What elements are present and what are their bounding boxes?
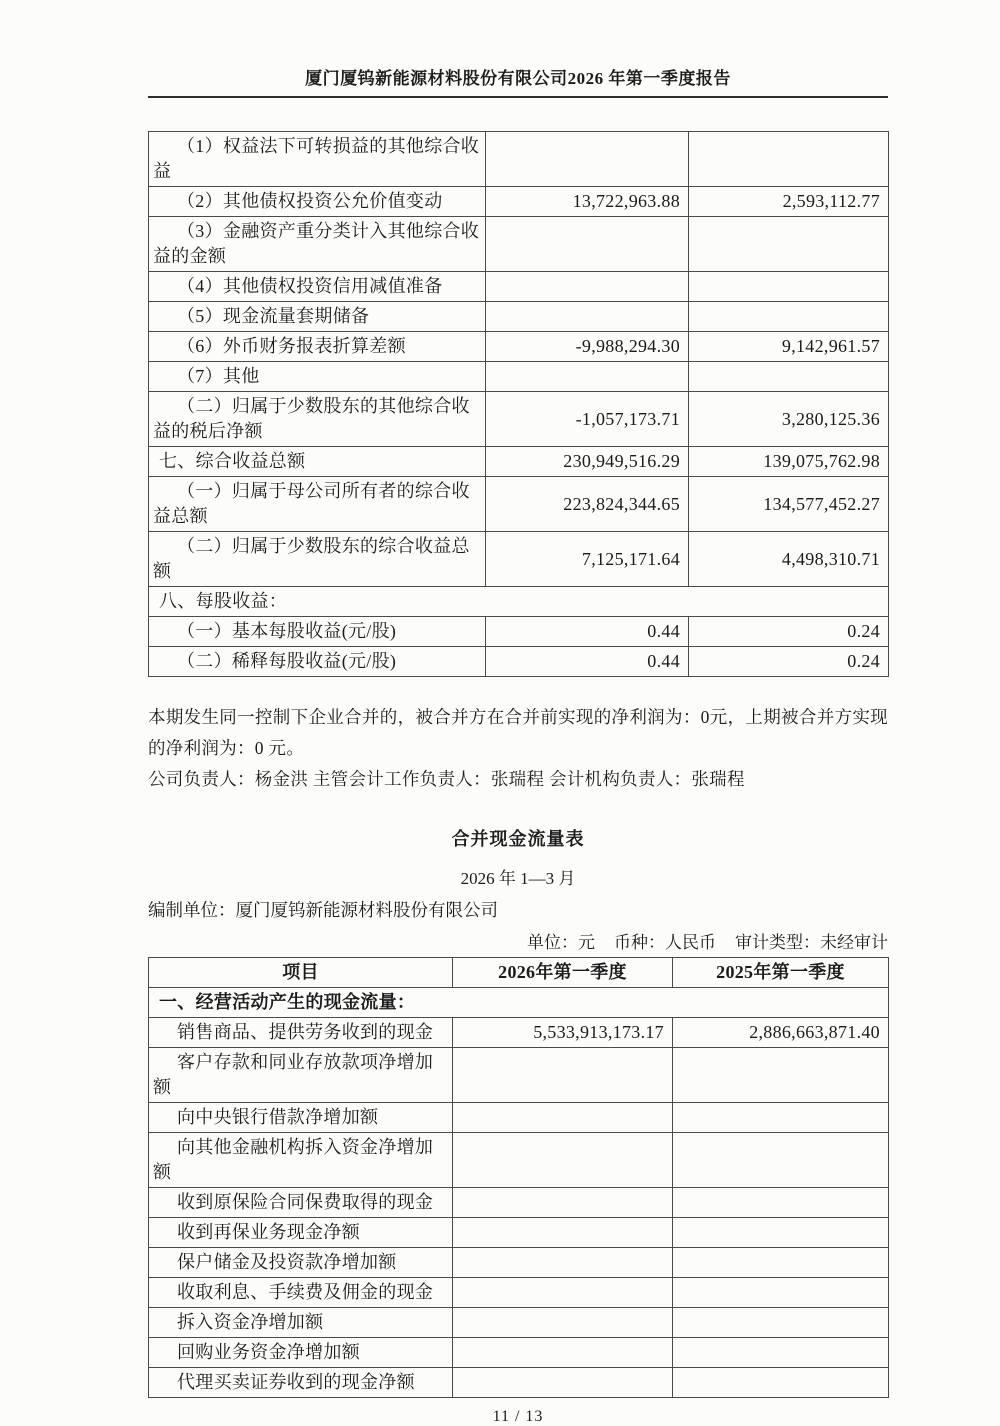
row-label: （3）金融资产重分类计入其他综合收益的金额	[149, 217, 486, 272]
row-label: 回购业务资金净增加额	[149, 1338, 453, 1368]
value-current	[486, 302, 689, 332]
row-label: 收取利息、手续费及佣金的现金	[149, 1278, 453, 1308]
value-current	[486, 217, 689, 272]
row-label: 八、每股收益：	[149, 587, 889, 617]
signatories-line: 公司负责人：杨金洪 主管会计工作负责人：张瑞程 会计机构负责人：张瑞程	[148, 769, 745, 789]
row-label: （1）权益法下可转损益的其他综合收益	[149, 132, 486, 187]
meta-unit: 单位：元	[527, 933, 595, 952]
value-prior: 139,075,762.98	[689, 447, 889, 477]
value-prior	[673, 1278, 889, 1308]
value-current: 13,722,963.88	[486, 187, 689, 217]
table-row	[149, 1248, 889, 1278]
row-label: 保户储金及投资款净增加额	[149, 1248, 453, 1278]
value-current	[453, 1218, 673, 1248]
notes-block	[148, 702, 888, 795]
row-label: 客户存款和同业存放款项净增加额	[149, 1048, 453, 1103]
cashflow-statement-table	[148, 957, 889, 1398]
row-label: 向其他金融机构拆入资金净增加额	[149, 1133, 453, 1188]
table-row	[149, 1278, 889, 1308]
column-header-current-period: 2026年第一季度	[453, 958, 673, 988]
meta-audit-type: 审计类型：未经审计	[735, 933, 888, 952]
value-prior: 0.24	[689, 647, 889, 677]
value-current	[486, 362, 689, 392]
value-current	[453, 1133, 673, 1188]
table-row	[149, 1338, 889, 1368]
value-prior	[673, 1133, 889, 1188]
table-row	[149, 302, 889, 332]
value-current: -1,057,173.71	[486, 392, 689, 447]
row-label: （二）归属于少数股东的综合收益总额	[149, 532, 486, 587]
row-label: （一）基本每股收益(元/股)	[149, 617, 486, 647]
table-row	[149, 647, 889, 677]
value-prior	[673, 1248, 889, 1278]
cashflow-prepared-by: 编制单位：厦门厦钨新能源材料股份有限公司	[148, 900, 498, 920]
value-current: 7,125,171.64	[486, 532, 689, 587]
table-row	[149, 1188, 889, 1218]
value-prior: 9,142,961.57	[689, 332, 889, 362]
value-current: 223,824,344.65	[486, 477, 689, 532]
table-row	[149, 532, 889, 587]
table-row	[149, 1218, 889, 1248]
value-current: 5,533,913,173.17	[453, 1018, 673, 1048]
value-prior: 3,280,125.36	[689, 392, 889, 447]
table-row	[149, 217, 889, 272]
row-label: （7）其他	[149, 362, 486, 392]
value-prior	[673, 1048, 889, 1103]
value-current: 230,949,516.29	[486, 447, 689, 477]
value-current	[486, 132, 689, 187]
page-indicator: 11 / 13	[492, 1408, 544, 1425]
value-current	[453, 1338, 673, 1368]
row-label: （5）现金流量套期储备	[149, 302, 486, 332]
value-current: -9,988,294.30	[486, 332, 689, 362]
row-label: （4）其他债权投资信用减值准备	[149, 272, 486, 302]
document-page	[148, 0, 888, 1426]
row-label: （6）外币财务报表折算差额	[149, 332, 486, 362]
row-label: （2）其他债权投资公允价值变动	[149, 187, 486, 217]
value-current: 0.44	[486, 617, 689, 647]
value-prior	[673, 1188, 889, 1218]
report-header-title: 厦门厦钨新能源材料股份有限公司2026 年第一季度报告	[305, 69, 731, 88]
column-header-prior-period: 2025年第一季度	[673, 958, 889, 988]
value-prior	[673, 1218, 889, 1248]
value-current	[453, 1278, 673, 1308]
row-label: 收到原保险合同保费取得的现金	[149, 1188, 453, 1218]
table-row	[149, 587, 889, 617]
value-prior: 134,577,452.27	[689, 477, 889, 532]
cashflow-period: 2026 年 1—3 月	[460, 869, 576, 888]
value-prior: 4,498,310.71	[689, 532, 889, 587]
table-row	[149, 1018, 889, 1048]
row-label: （二）归属于少数股东的其他综合收益的税后净额	[149, 392, 486, 447]
value-prior	[689, 132, 889, 187]
value-prior	[689, 302, 889, 332]
table-row	[149, 617, 889, 647]
header-divider	[148, 96, 888, 98]
value-current	[453, 1188, 673, 1218]
row-label: 收到再保业务现金净额	[149, 1218, 453, 1248]
row-label: 一、经营活动产生的现金流量：	[149, 988, 889, 1018]
table-row	[149, 187, 889, 217]
cashflow-meta-line	[148, 928, 888, 953]
value-current	[453, 1248, 673, 1278]
table-row	[149, 332, 889, 362]
value-prior	[673, 1103, 889, 1133]
table-row	[149, 392, 889, 447]
table-row	[149, 477, 889, 532]
cashflow-statement-title: 合并现金流量表	[451, 829, 585, 849]
value-prior	[689, 217, 889, 272]
value-current	[453, 1308, 673, 1338]
meta-currency: 币种：人民币	[614, 933, 716, 952]
table-row	[149, 1368, 889, 1398]
value-prior	[673, 1308, 889, 1338]
value-prior	[673, 1368, 889, 1398]
value-prior	[689, 362, 889, 392]
income-statement-table	[148, 131, 889, 677]
row-label: （一）归属于母公司所有者的综合收益总额	[149, 477, 486, 532]
value-prior	[673, 1338, 889, 1368]
value-current	[453, 1103, 673, 1133]
value-prior: 0.24	[689, 617, 889, 647]
table-row	[149, 132, 889, 187]
value-current	[453, 1048, 673, 1103]
row-label: （二）稀释每股收益(元/股)	[149, 647, 486, 677]
row-label: 向中央银行借款净增加额	[149, 1103, 453, 1133]
table-row	[149, 362, 889, 392]
value-current: 0.44	[486, 647, 689, 677]
row-label: 七、综合收益总额	[149, 447, 486, 477]
row-label: 代理买卖证券收到的现金净额	[149, 1368, 453, 1398]
value-prior: 2,886,663,871.40	[673, 1018, 889, 1048]
table-row	[149, 1103, 889, 1133]
table-row	[149, 1308, 889, 1338]
row-label: 拆入资金净增加额	[149, 1308, 453, 1338]
value-prior	[689, 272, 889, 302]
table-row	[149, 1048, 889, 1103]
merger-note: 本期发生同一控制下企业合并的，被合并方在合并前实现的净利润为：0元，上期被合并方实现的净利润为：0 元。	[148, 707, 888, 758]
row-label: 销售商品、提供劳务收到的现金	[149, 1018, 453, 1048]
table-row	[149, 1133, 889, 1188]
column-header-item: 项目	[149, 958, 453, 988]
table-row	[149, 272, 889, 302]
value-current	[486, 272, 689, 302]
value-prior: 2,593,112.77	[689, 187, 889, 217]
table-row	[149, 988, 889, 1018]
table-row	[149, 447, 889, 477]
cashflow-header-row	[149, 958, 889, 988]
value-current	[453, 1368, 673, 1398]
